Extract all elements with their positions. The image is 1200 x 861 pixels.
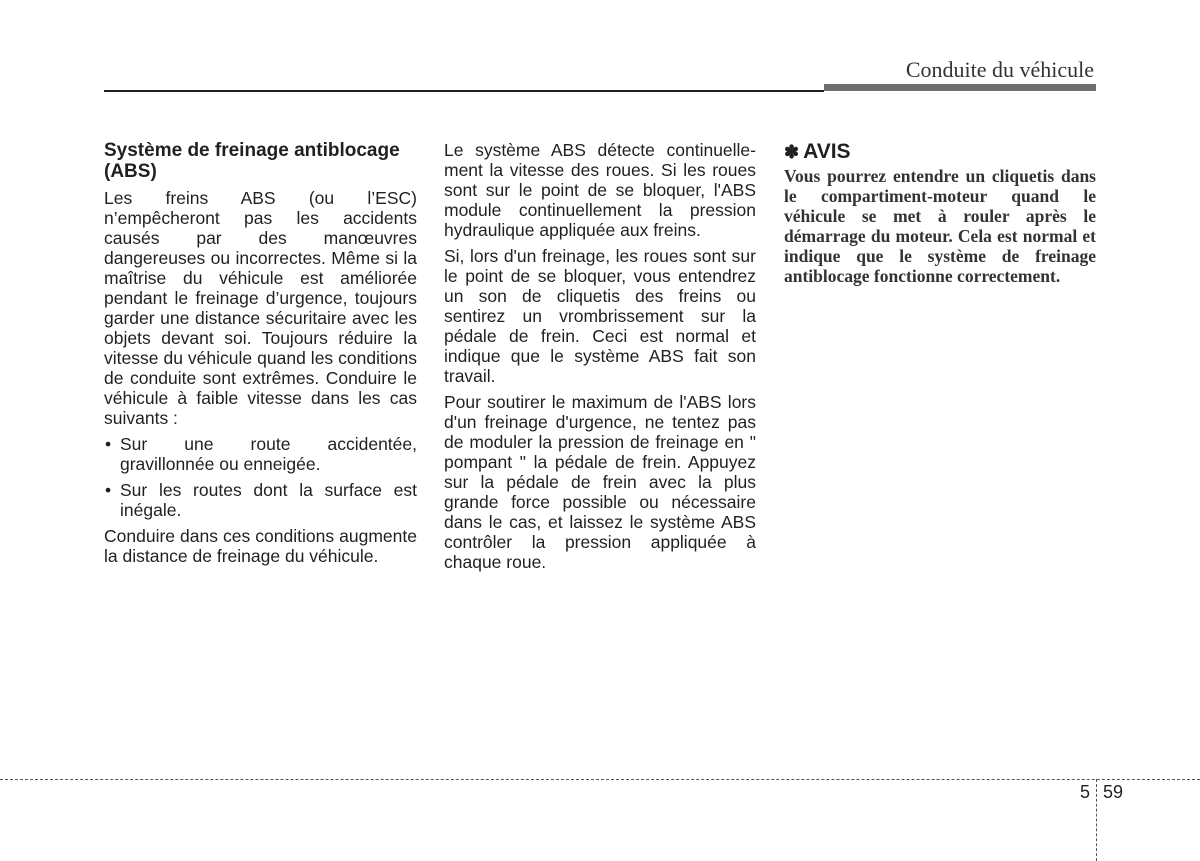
bullet-icon: • — [105, 480, 112, 500]
page-number: 59 — [1103, 782, 1124, 802]
body-paragraph: Pour soutirer le maximum de l'ABS lors d'un freinage d'urgence, ne tentez pas de moduler la pression de freinage en " pompant " la pédale de frein. Appuyez sur la pédale de frein avec la plus grande force possible ou nécessaire dans le cas, et laissez le système ABS contrôler la pression appliquée à chaque roue. — [444, 392, 756, 572]
list-item — [104, 434, 417, 474]
column-left — [104, 140, 417, 572]
notice-body: Vous pourrez entendre un cliquetis dans le compartiment-moteur quand le véhicule se met à rouler après le démarrage du moteur. Cela est normal et indique que le système de freinage antiblocage fonctionne correctement. — [784, 166, 1096, 286]
body-paragraph: Le système ABS détecte continuelle-ment la vitesse des roues. Si les roues sont sur le point de se bloquer, l'ABS module continuellement la pression hydraulique appliquée aux freins. — [444, 140, 756, 240]
list-item-text: Sur une route accidentée, gravillonnée ou enneigée. — [120, 434, 417, 474]
notice-heading — [784, 140, 1096, 164]
notice-title: AVIS — [803, 140, 851, 163]
bullet-icon: • — [105, 434, 112, 454]
chapter-number: 5 — [1080, 782, 1091, 802]
outro-paragraph: Conduire dans ces conditions augmente la distance de freinage du véhicule. — [104, 526, 417, 566]
footer-vertical-divider — [1096, 779, 1097, 861]
list-item-text: Sur les routes dont la surface est inégale. — [120, 480, 417, 520]
footer-divider — [0, 779, 1200, 780]
body-paragraph: Si, lors d'un freinage, les roues sont sur le point de se bloquer, vous entendrez un son de cliquetis des freins ou sentirez un vrombrissement sur la pédale de frein. Ceci est normal et indique que le système ABS fait son travail. — [444, 246, 756, 386]
column-middle — [444, 140, 756, 578]
conditions-list — [104, 434, 417, 520]
section-heading: Système de freinage antiblocage (ABS) — [104, 140, 400, 182]
notice-box — [784, 140, 1096, 286]
running-header-title: Conduite du véhicule — [905, 57, 1094, 82]
list-item — [104, 480, 417, 520]
header-rule — [104, 90, 824, 92]
intro-paragraph: Les freins ABS (ou l’ESC) n’empêcheront pas les accidents causés par des manœuvres dangereuses ou incorrectes. Même si la maîtrise du véhicule est améliorée pendant le freinage d’urgence, toujours garder une distance sécuritaire avec les objets devant soi. Toujours réduire la vitesse du véhicule quand les conditions de conduite sont extrêmes. Conduire le véhicule à faible vitesse dans les cas suivants : — [104, 188, 417, 428]
notice-star-icon: ✽ — [784, 142, 800, 162]
header-rule-accent — [824, 84, 1096, 91]
